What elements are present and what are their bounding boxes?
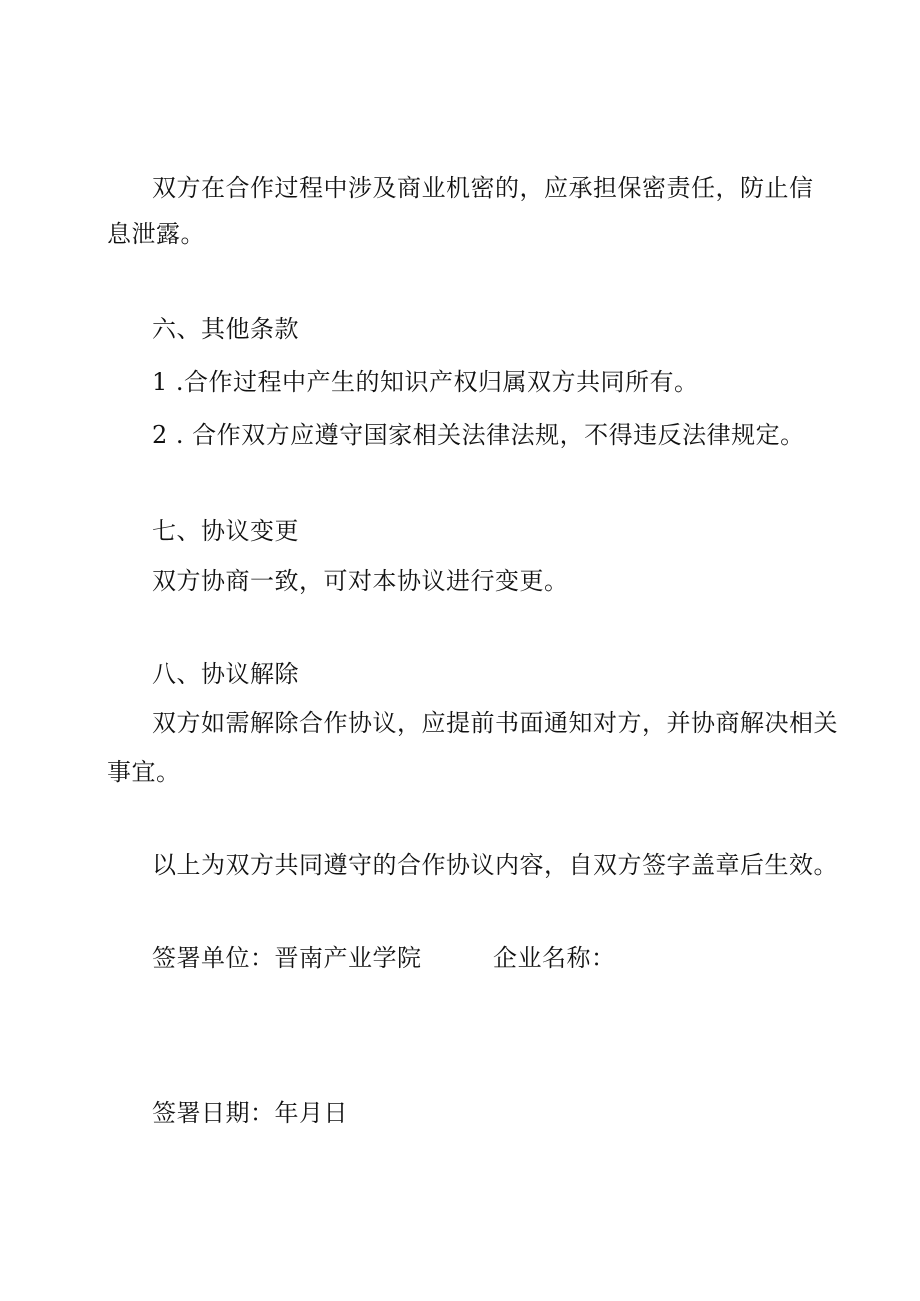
section-6-item-2: 2 . 合作双方应遵守国家相关法律法规，不得违反法律规定。	[152, 421, 805, 449]
section-8-heading: 八、协议解除	[152, 660, 299, 688]
company-name-label: 企业名称：	[493, 944, 616, 972]
closing-statement: 以上为双方共同遵守的合作协议内容，自双方签字盖章后生效。	[152, 851, 838, 879]
signature-date: 签署日期：年月日	[152, 1099, 348, 1127]
section-7-body: 双方协商一致，可对本协议进行变更。	[152, 567, 569, 595]
section-6-heading: 六、其他条款	[152, 315, 299, 343]
confidentiality-line-2: 息泄露。	[107, 220, 205, 248]
section-6-item-1: 1 .合作过程中产生的知识产权归属双方共同所有。	[152, 368, 699, 396]
section-8-line-1: 双方如需解除合作协议，应提前书面通知对方，并协商解决相关	[152, 709, 838, 737]
confidentiality-line-1: 双方在合作过程中涉及商业机密的，应承担保密责任，防止信	[152, 174, 814, 202]
section-7-heading: 七、协议变更	[152, 517, 299, 545]
section-8-line-2: 事宜。	[107, 758, 181, 786]
signature-unit: 签署单位：晋南产业学院	[152, 944, 422, 972]
